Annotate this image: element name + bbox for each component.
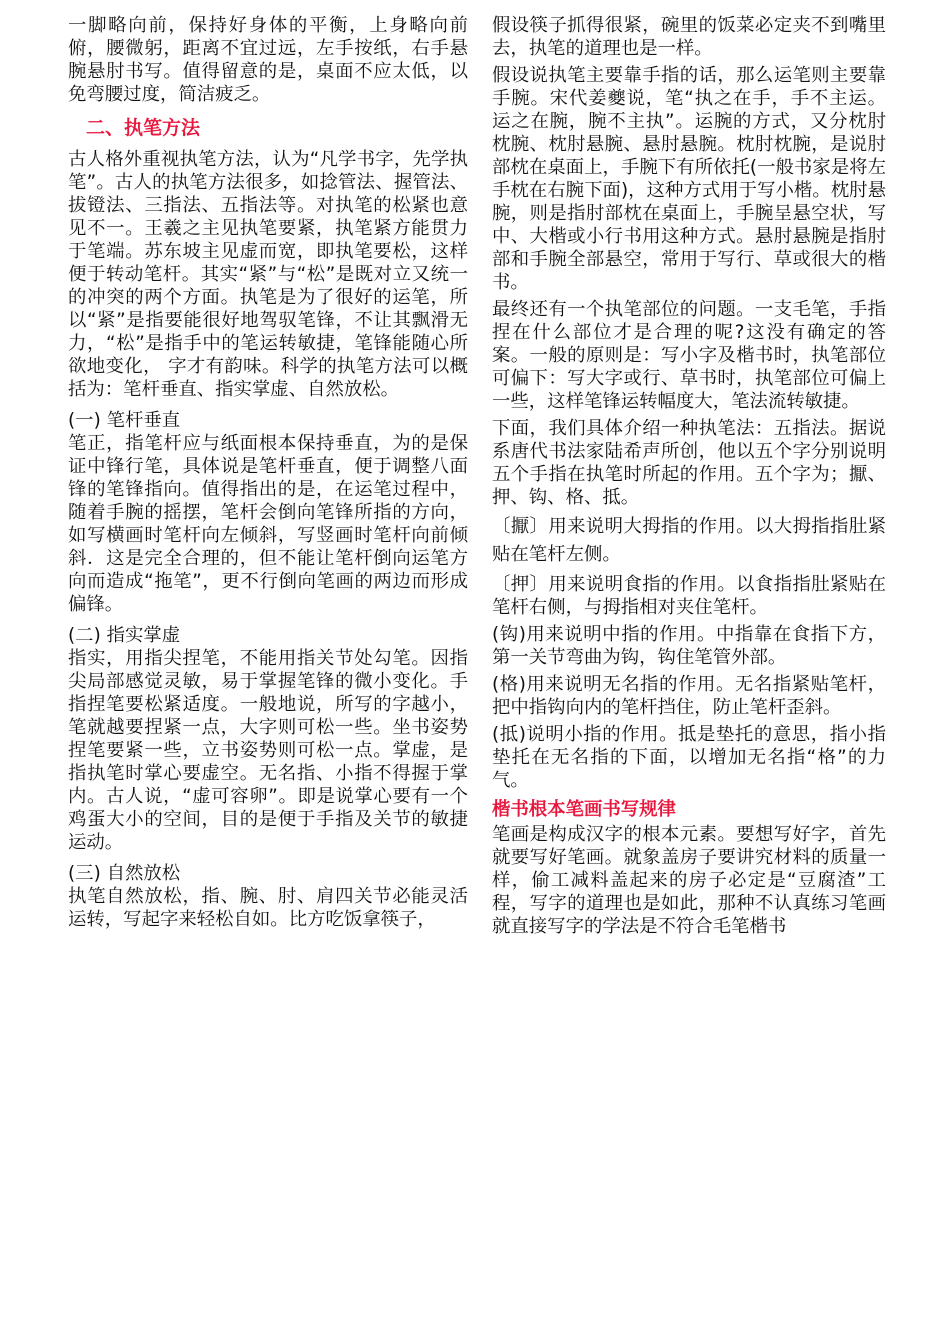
finger-ya-paragraph: 〔押〕用来说明食指的作用。以食指指肚紧贴在笔杆右侧，与拇指相对夹住笔杆。 <box>492 574 886 618</box>
vertical-brush-paragraph: 笔正，指笔杆应与纸面根本保持垂直，为的是保证中锋行笔，具体说是笔杆垂直，便于调整八面锋的笔锋指向。值得指出的是，在运笔过程中，随着手腕的摇摆，笔杆会倒向笔锋所指的方向，如写横画时笔杆向左倾斜，写竖画时笔杆向前倾斜．这是完全合理的，但不能让笔杆倒向运笔方向而造成“拖笔”，更不行倒向笔画的两边而形成偏锋。 <box>68 433 468 615</box>
relaxed-paragraph: 执笔自然放松，指、腕、肘、肩四关节必能灵活运转，写起字来轻松自如。比方吃饭拿筷子， <box>68 886 468 930</box>
finger-di-paragraph: (抵)说明小指的作用。抵是垫托的意思，指小指垫托在无名指的下面，以增加无名指“格”的力气。 <box>492 724 886 791</box>
section-heading-kaishu-strokes: 楷书根本笔画书写规律 <box>492 799 676 820</box>
five-finger-method-paragraph: 下面，我们具体介绍一种执笔法：五指法。据说系唐代书法家陆希声所创，他以五个字分别说明五个手指在执笔时所起的作用。五个字为；擫、押、钩、格、抵。 <box>492 418 886 508</box>
finger-gou-paragraph: (钩)用来说明中指的作用。中指靠在食指下方，第一关节弯曲为钩，钩住笔管外部。 <box>492 624 886 668</box>
chopsticks-paragraph: 假设筷子抓得很紧，碗里的饭菜必定夹不到嘴里去，执笔的道理也是一样。 <box>492 15 886 59</box>
intro-paragraph: 一脚略向前，保持好身体的平衡，上身略向前俯，腰微躬，距离不宜过远，左手按纸，右手悬腕悬肘书写。值得留意的是，桌面不应太低，以免弯腰过度，简洁疲乏。 <box>68 15 468 105</box>
finger-ye-paragraph: 〔擫〕用来说明大拇指的作用。以大拇指指肚紧贴在笔杆左侧。 <box>492 516 886 565</box>
right-column <box>492 14 886 938</box>
grip-position-paragraph: 最终还有一个执笔部位的问题。一支毛笔，手指捏在什么部位才是合理的呢?这没有确定的答案。一般的原则是：写小字及楷书时，执笔部位可偏下：写大字或行、草书时，执笔部位可偏上一些，这样笔锋运转幅度大，笔法流转敏捷。 <box>492 299 886 412</box>
section-heading-pen-holding: 二、执笔方法 <box>86 117 201 139</box>
firm-fingers-paragraph: 指实，用指尖捏笔，不能用指关节处勾笔。因指尖局部感觉灵敏，易于掌握笔锋的微小变化。手指捏笔要松紧适度。一般地说，所写的字越小，笔就越要捏紧一点，大字则可松一些。坐书姿势捏笔要紧一些，立书姿势则可松一点。掌虚，是指执笔时掌心要虚空。无名指、小指不得握于掌内。古人说，“虚可容卵”。即是说掌心要有一个鸡蛋大小的空间，目的是便于手指及关节的敏捷运动。 <box>68 648 468 853</box>
pen-holding-paragraph: 古人格外重视执笔方法，认为“凡学书字，先学执笔”。古人的执笔方法很多，如捻管法、握管法、拔镫法、三指法、五指法等。对执笔的松紧也意见不一。王羲之主见执笔要紧，执笔紧方能贯力于笔端。苏东坡主见虚而宽，即执笔要松，这样便于转动笔杆。其实“紧”与“松”是既对立又统一的冲突的两个方面。执笔是为了很好的运笔，所以“紧”是指要能很好地驾驭笔锋，不让其飘滑无力，“松”是指手中的笔运转敏捷，笔锋能随心所欲地变化， 字才有韵味。科学的执笔方法可以概括为：笔杆垂直、指实掌虚、自然放松。 <box>68 149 468 400</box>
subheading-vertical-brush: (一) 笔杆垂直 <box>68 410 181 431</box>
left-column <box>68 14 468 931</box>
strokes-paragraph: 笔画是构成汉字的根本元素。要想写好字，首先就要写好笔画。就象盖房子要讲究材料的质量一样，偷工减料盖起来的房子必定是“豆腐渣”工程，写字的道理也是如此，那种不认真练习笔画就直接写字的学法是不符合毛笔楷书 <box>492 824 886 937</box>
finger-ge-paragraph: (格)用来说明无名指的作用。无名指紧贴笔杆，把中指钩向内的笔杆挡住，防止笔杆歪斜。 <box>492 674 886 718</box>
subheading-firm-fingers: (二) 指实掌虚 <box>68 625 181 646</box>
subheading-relaxed: (三) 自然放松 <box>68 863 181 884</box>
wrist-paragraph: 假设说执笔主要靠手指的话，那么运笔则主要靠手腕。宋代姜夔说，笔“执之在手，手不主运。运之在腕，腕不主执”。运腕的方式，又分枕肘枕腕、枕肘悬腕、悬肘悬腕。枕肘枕腕，是说肘部枕在桌面上，手腕下有所依托(一般书家是将左手枕在右腕下面)，这种方式用于写小楷。枕肘悬腕，则是指肘部枕在桌面上，手腕呈悬空状，写中、大楷或小行书用这种方式。悬肘悬腕是指肘部和手腕全部悬空，常用于写行、草或很大的楷书。 <box>492 65 886 293</box>
